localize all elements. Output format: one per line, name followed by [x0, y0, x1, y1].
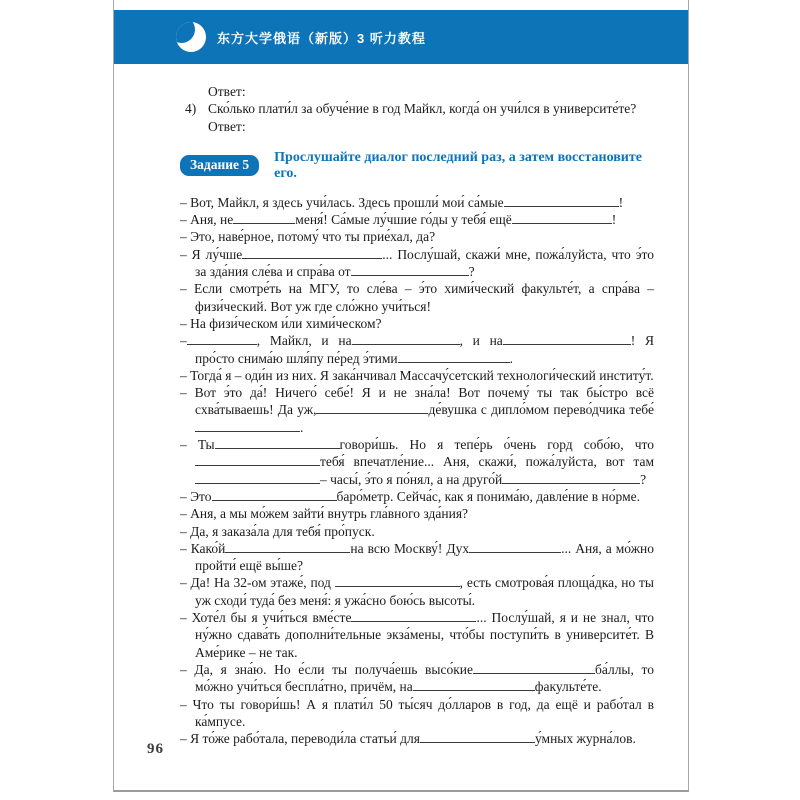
task-instruction: Прослушайте диалог последний раз, а затем восстановите его. — [274, 149, 642, 181]
dialogue-text: ... Послу́шай, скажи́ мне, пожа́луйста, что э́то за зда́ния сле́ва и спра́ва от — [195, 246, 654, 280]
fill-in-blank — [195, 473, 320, 484]
dialogue-text: – Если смотре́ть на МГУ, то сле́ва – э́то хими́ческий факульте́т, а спра́ва – физи́ческий. Вот уж где сло́жно учи́ться! — [180, 281, 654, 314]
dialogue-text: ! — [611, 212, 617, 228]
dialogue-line — [180, 696, 654, 731]
fill-in-blank — [512, 213, 612, 224]
task-header — [180, 150, 654, 182]
dialogue-line — [180, 574, 654, 609]
answer-label: Ответ: — [208, 84, 246, 99]
dialogue-text: у́мных журна́лов. — [534, 731, 636, 747]
dialogue-text: ... Послу́шай, я и не знал, что ну́жно сдава́ть дополни́тельные экза́мены, что́бы поступи́ть в университе́т. В Аме́рике – не так. — [195, 610, 654, 660]
fill-in-blank — [316, 403, 428, 414]
dialogue-text: де́вушка с дипло́мом перево́дчика тебе́ — [428, 402, 654, 418]
dialogue-text: меня́! Са́мые лу́чшие го́ды у тебя́ ещё — [295, 212, 512, 228]
dialogue-line — [180, 228, 654, 245]
dialogue-line — [180, 661, 654, 696]
dialogue-text: – Тогда́ я – оди́н из них. Я зака́нчивал Массачу́сетский технологи́ческий институ́т. — [180, 367, 654, 383]
dialogue-line — [180, 367, 654, 384]
dialogue-text: – Аня, не — [180, 212, 234, 228]
dialogue-line — [180, 730, 654, 747]
dialogue-text: ? — [640, 471, 647, 487]
fill-in-blank — [398, 352, 510, 363]
crescent-wave-logo-icon — [176, 22, 206, 52]
dialogue-text: – Да, я заказа́ла для тебя́ про́пуск. — [180, 523, 375, 539]
fill-in-blank — [351, 611, 476, 622]
dialogue-text: говори́шь. Но я тепе́рь о́чень горд собо́ю, что — [339, 437, 654, 453]
dialogue-line — [180, 332, 654, 367]
fill-in-blank — [335, 576, 460, 587]
fill-in-blank — [351, 265, 469, 276]
dialogue-line — [180, 315, 654, 332]
dialogue-text: – Вот, Майкл, я здесь учи́лась. Здесь прошли́ мои́ са́мые — [180, 194, 504, 210]
fill-in-blank — [187, 334, 257, 345]
fill-in-blank — [195, 455, 320, 466]
dialogue-text: – Ты — [180, 437, 215, 453]
dialogue-text: ! Я про́сто снима́ю шля́пу пе́ред э́тими — [195, 333, 654, 366]
dialogue-text: ! — [618, 194, 624, 210]
dialogue-line — [180, 488, 654, 505]
dialogue-text: – — [180, 333, 187, 349]
dialogue-text: – Како́й — [180, 540, 226, 556]
dialogue-line — [180, 523, 654, 540]
dialogue-text: – На физи́ческом и́ли хими́ческом? — [180, 315, 382, 331]
dialogue-text: – Это, наве́рное, потому́ что ты прие́хал, да? — [180, 229, 436, 245]
fill-in-blank — [195, 421, 300, 432]
page-number: 96 — [147, 741, 164, 757]
fill-in-blank — [503, 334, 631, 345]
dialogue-text: – Я то́же рабо́тала, переводи́ла статьи́ для — [180, 731, 420, 747]
dialogue-text: – Что ты говори́шь! А я плати́л 50 ты́сяч до́лларов в год, да ещё и рабо́тал в ка́мпусе. — [180, 696, 654, 729]
book-page — [113, 0, 689, 792]
task-badge: Задание 5 — [180, 155, 259, 176]
dialogue-text: , есть смотрова́я площа́дка, но ты уж сходи́ туда́ без меня́: я ужа́сно бою́сь высоты́. — [195, 575, 654, 608]
question-number: 4) — [185, 101, 197, 117]
fill-in-blank — [473, 663, 595, 674]
fill-in-blank — [504, 196, 619, 207]
page-header-band — [114, 10, 688, 64]
dialogue-text: – Аня, а мы мо́жем зайти́ внутрь гла́вного зда́ния? — [180, 506, 469, 522]
dialogue-text: – Это — [180, 488, 212, 504]
fill-in-blank — [225, 542, 350, 553]
answer-label: Ответ: — [208, 118, 246, 134]
fill-in-blank — [420, 732, 535, 743]
fill-in-blank — [215, 438, 340, 449]
dialogue-text: , Майкл, и на — [256, 333, 352, 349]
fill-in-blank — [212, 490, 337, 501]
dialogue-text: – Я лу́чше — [180, 246, 243, 262]
dialogue-text: ба́ллы, то мо́жно учи́ться беспла́тно, причём, на — [195, 661, 654, 695]
dialogue-text: – Да! На 32-ом этаже́, под — [180, 575, 335, 591]
fill-in-blank — [469, 542, 561, 553]
dialogue-line — [180, 609, 654, 661]
dialogue-text: – Хоте́л бы я учи́ться вме́сте — [180, 610, 352, 626]
dialogue-line — [180, 436, 654, 488]
dialogue-text: факульте́те. — [534, 679, 602, 695]
dialogue-line — [180, 211, 654, 228]
question-text: Ско́лько плати́л за обуче́ние в год Майкл, когда́ он учи́лся в университе́те? — [208, 101, 637, 117]
book-title: 东方大学俄语（新版）3 听力教程 — [217, 30, 426, 46]
dialogue-text: ? — [468, 264, 475, 280]
fill-in-blank — [502, 473, 640, 484]
dialogue-line — [180, 246, 654, 281]
dialogue-text: – Вот э́то да́! Ничего́ себе́! Я и не зна́ла! Вот почему́ ты так бы́стро всё схва́тываешь! Да уж, — [180, 385, 654, 418]
dialogue-exercise — [180, 194, 654, 748]
dialogue-line — [180, 540, 654, 575]
dialogue-line — [180, 384, 654, 436]
fill-in-blank — [233, 213, 295, 224]
dialogue-line — [180, 505, 654, 522]
dialogue-text: – часы́, э́то я по́нял, а на друго́й — [320, 471, 503, 487]
dialogue-text: ... Аня, а мо́жно пройти́ ещё вы́ше? — [195, 540, 655, 574]
fill-in-blank — [413, 680, 535, 691]
dialogue-text: баро́метр. Сейча́с, как я понима́ю, давле́ние в но́рме. — [336, 488, 640, 504]
fill-in-blank — [352, 334, 460, 345]
dialogue-text: , и на — [459, 333, 503, 349]
page-content — [114, 64, 688, 747]
dialogue-text: тебя́ впечатле́ние... Аня, скажи́, пожа́луйста, вот там — [320, 454, 654, 470]
dialogue-line — [180, 280, 654, 315]
dialogue-line — [180, 194, 654, 211]
dialogue-text: . — [300, 419, 304, 435]
question-4 — [180, 100, 654, 117]
fill-in-blank — [242, 248, 382, 259]
dialogue-text: . — [509, 350, 514, 366]
dialogue-text: на всю Москву́! Дух — [350, 540, 470, 556]
dialogue-text: – Да, я зна́ю. Но е́сли ты получа́ешь высо́кие — [180, 661, 473, 677]
